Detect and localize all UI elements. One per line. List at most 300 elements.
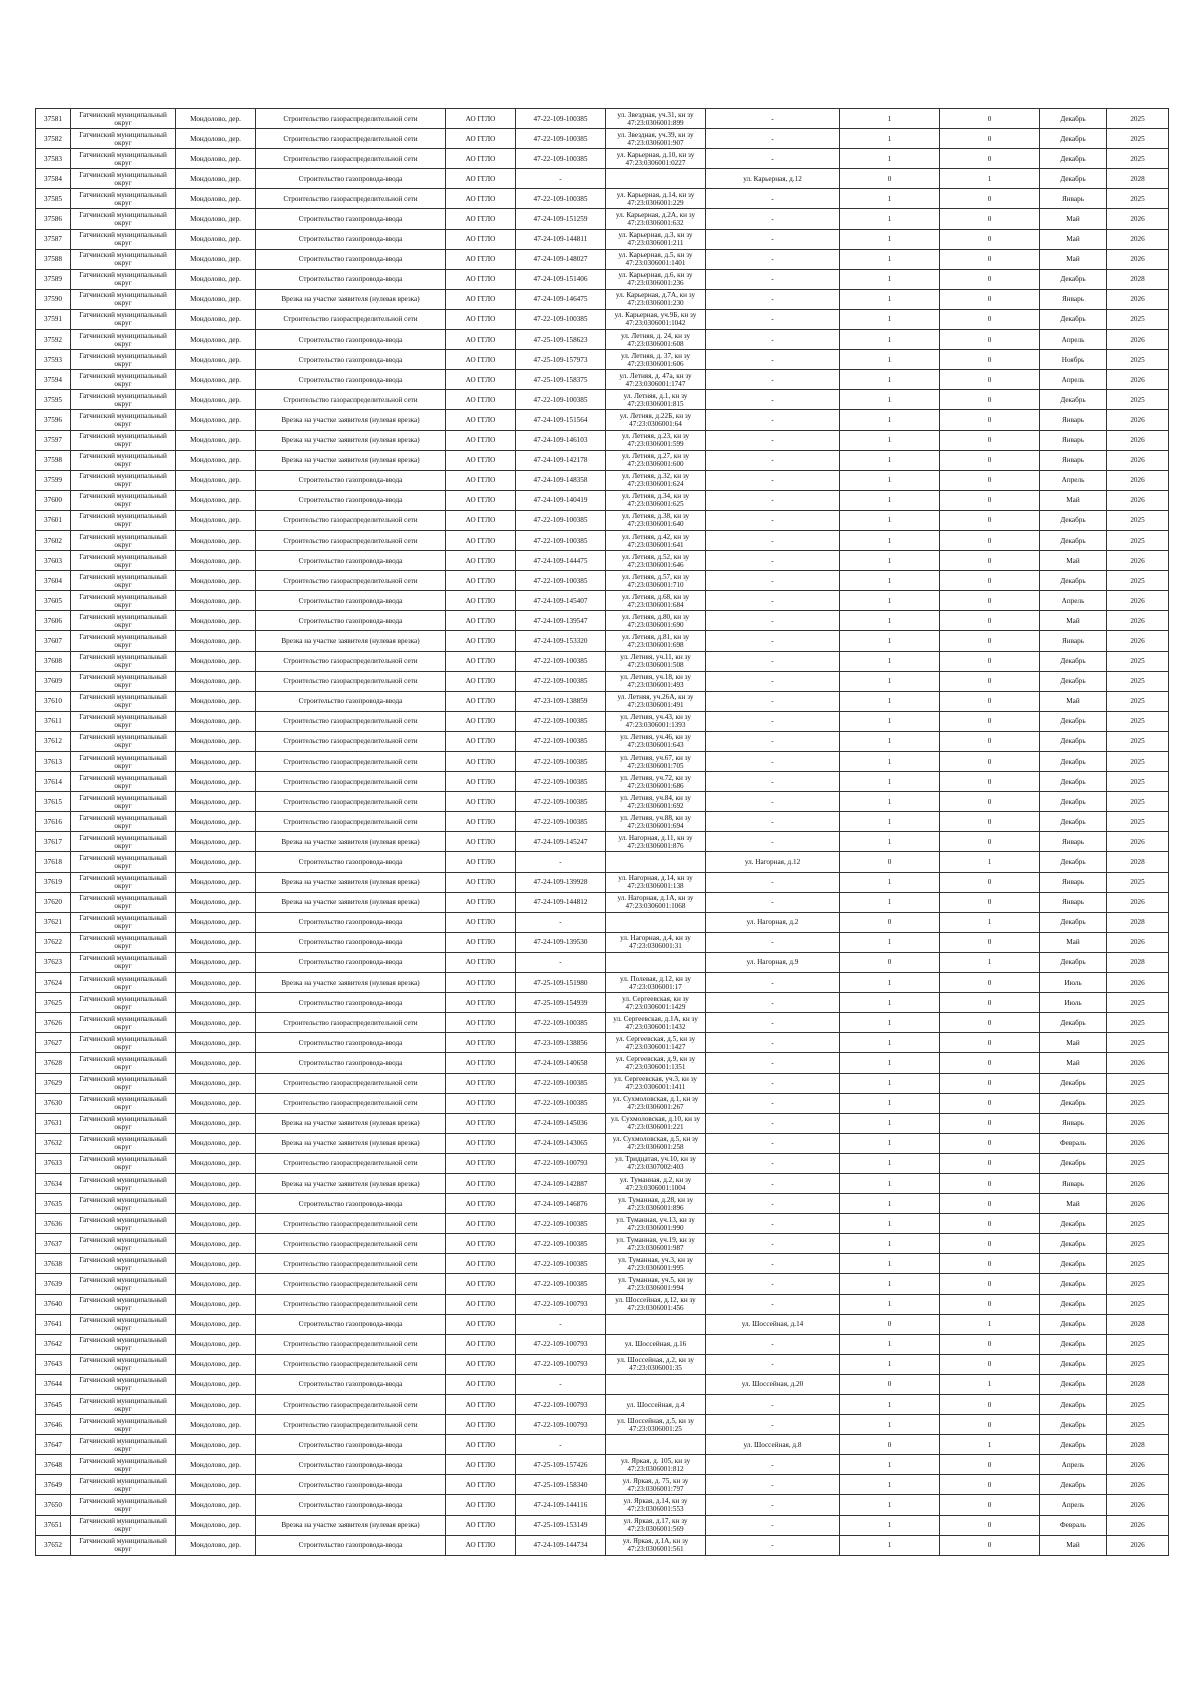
cell-organization: АО ГГЛО bbox=[446, 1475, 516, 1495]
cell-count-a: 1 bbox=[840, 430, 940, 450]
cell-count-b: 0 bbox=[940, 1415, 1040, 1435]
cell-number: 37594 bbox=[36, 370, 71, 390]
cell-request-number: 47-22-109-100793 bbox=[516, 1334, 606, 1354]
cell-organization: АО ГГЛО bbox=[446, 1113, 516, 1133]
cell-organization: АО ГГЛО bbox=[446, 530, 516, 550]
table-row bbox=[36, 832, 1169, 852]
cell-address: - bbox=[706, 1274, 840, 1294]
cell-work-type: Строительство газопровода-ввода bbox=[256, 1475, 446, 1495]
cell-organization: АО ГГЛО bbox=[446, 1334, 516, 1354]
table-row bbox=[36, 852, 1169, 872]
cell-municipality: Гатчинский муниципальный округ bbox=[71, 470, 176, 490]
cell-address: - bbox=[706, 691, 840, 711]
cell-number: 37591 bbox=[36, 309, 71, 329]
cell-count-b: 0 bbox=[940, 631, 1040, 651]
cell-year: 2028 bbox=[1107, 269, 1169, 289]
cell-locality: Мондолово, дер. bbox=[176, 370, 256, 390]
cell-request-number: 47-22-109-100385 bbox=[516, 792, 606, 812]
cell-count-a: 1 bbox=[840, 209, 940, 229]
cell-locality: Мондолово, дер. bbox=[176, 1415, 256, 1435]
cell-count-a: 1 bbox=[840, 752, 940, 772]
cell-count-a: 1 bbox=[840, 671, 940, 691]
cell-address: - bbox=[706, 269, 840, 289]
cell-address: ул. Шоссейная, д.8 bbox=[706, 1435, 840, 1455]
cell-locality: Мондолово, дер. bbox=[176, 189, 256, 209]
cell-count-a: 0 bbox=[840, 169, 940, 189]
cell-address-cadastral: ул. Летняя, уч.43, кн зу 47:23:0306001:1393 bbox=[606, 711, 706, 731]
cell-year: 2028 bbox=[1107, 912, 1169, 932]
table-row bbox=[36, 189, 1169, 209]
cell-request-number: 47-25-109-154939 bbox=[516, 993, 606, 1013]
cell-address: ул. Карьерная, д.12 bbox=[706, 169, 840, 189]
cell-work-type: Строительство газопровода-ввода bbox=[256, 912, 446, 932]
cell-organization: АО ГГЛО bbox=[446, 390, 516, 410]
cell-count-a: 1 bbox=[840, 470, 940, 490]
cell-organization: АО ГГЛО bbox=[446, 1053, 516, 1073]
cell-organization: АО ГГЛО bbox=[446, 1515, 516, 1535]
cell-address-cadastral bbox=[606, 1435, 706, 1455]
cell-address-cadastral: ул. Яркая, д.1А, кн зу 47:23:0306001:561 bbox=[606, 1535, 706, 1555]
cell-municipality: Гатчинский муниципальный округ bbox=[71, 792, 176, 812]
table-row bbox=[36, 1455, 1169, 1475]
cell-count-b: 1 bbox=[940, 952, 1040, 972]
table-row bbox=[36, 410, 1169, 430]
cell-request-number: 47-25-109-157973 bbox=[516, 350, 606, 370]
table-row bbox=[36, 1013, 1169, 1033]
cell-month: Январь bbox=[1040, 631, 1107, 651]
table-row bbox=[36, 892, 1169, 912]
cell-organization: АО ГГЛО bbox=[446, 129, 516, 149]
cell-work-type: Строительство газопровода-ввода bbox=[256, 269, 446, 289]
cell-locality: Мондолово, дер. bbox=[176, 852, 256, 872]
cell-address: - bbox=[706, 309, 840, 329]
table-row bbox=[36, 973, 1169, 993]
cell-address-cadastral: ул. Шоссейная, д.2, кн зу 47:23:0306001:35 bbox=[606, 1354, 706, 1374]
cell-count-a: 1 bbox=[840, 792, 940, 812]
cell-count-b: 0 bbox=[940, 812, 1040, 832]
cell-request-number: 47-25-109-158623 bbox=[516, 330, 606, 350]
cell-count-a: 1 bbox=[840, 1495, 940, 1515]
cell-count-b: 0 bbox=[940, 1173, 1040, 1193]
cell-locality: Мондолово, дер. bbox=[176, 1153, 256, 1173]
cell-year: 2026 bbox=[1107, 551, 1169, 571]
cell-locality: Мондолово, дер. bbox=[176, 671, 256, 691]
cell-address: - bbox=[706, 1354, 840, 1374]
cell-work-type: Врезка на участке заявителя (нулевая врезка) bbox=[256, 410, 446, 430]
cell-work-type: Строительство газораспределительной сети bbox=[256, 1153, 446, 1173]
cell-municipality: Гатчинский муниципальный округ bbox=[71, 952, 176, 972]
table-row bbox=[36, 1395, 1169, 1415]
cell-address-cadastral: ул. Летняя, уч.11, кн зу 47:23:0306001:508 bbox=[606, 651, 706, 671]
cell-request-number: 47-24-109-139547 bbox=[516, 611, 606, 631]
cell-count-a: 1 bbox=[840, 149, 940, 169]
cell-count-b: 0 bbox=[940, 450, 1040, 470]
cell-count-b: 0 bbox=[940, 149, 1040, 169]
cell-municipality: Гатчинский муниципальный округ bbox=[71, 1435, 176, 1455]
table-row bbox=[36, 993, 1169, 1013]
cell-number: 37639 bbox=[36, 1274, 71, 1294]
cell-address-cadastral: ул. Карьерная, д.7А, кн зу 47:23:0306001:230 bbox=[606, 289, 706, 309]
cell-work-type: Строительство газораспределительной сети bbox=[256, 1093, 446, 1113]
cell-month: Февраль bbox=[1040, 1515, 1107, 1535]
cell-count-b: 0 bbox=[940, 410, 1040, 430]
cell-count-b: 0 bbox=[940, 752, 1040, 772]
cell-count-a: 1 bbox=[840, 1073, 940, 1093]
cell-month: Апрель bbox=[1040, 330, 1107, 350]
cell-request-number: - bbox=[516, 1314, 606, 1334]
cell-address-cadastral: ул. Сергеевская, д.5, кн зу 47:23:0306001:1427 bbox=[606, 1033, 706, 1053]
cell-year: 2025 bbox=[1107, 731, 1169, 751]
cell-number: 37603 bbox=[36, 551, 71, 571]
cell-month: Декабрь bbox=[1040, 912, 1107, 932]
cell-organization: АО ГГЛО bbox=[446, 932, 516, 952]
cell-number: 37631 bbox=[36, 1113, 71, 1133]
cell-municipality: Гатчинский муниципальный округ bbox=[71, 571, 176, 591]
cell-request-number: 47-22-109-100385 bbox=[516, 571, 606, 591]
cell-municipality: Гатчинский муниципальный округ bbox=[71, 510, 176, 530]
cell-organization: АО ГГЛО bbox=[446, 229, 516, 249]
cell-organization: АО ГГЛО bbox=[446, 1073, 516, 1093]
cell-month: Декабрь bbox=[1040, 711, 1107, 731]
cell-address: - bbox=[706, 390, 840, 410]
cell-month: Декабрь bbox=[1040, 1415, 1107, 1435]
cell-work-type: Строительство газопровода-ввода bbox=[256, 993, 446, 1013]
cell-request-number: 47-24-109-140658 bbox=[516, 1053, 606, 1073]
table-row bbox=[36, 109, 1169, 129]
table-row bbox=[36, 229, 1169, 249]
cell-request-number: 47-22-109-100385 bbox=[516, 711, 606, 731]
cell-month: Январь bbox=[1040, 832, 1107, 852]
table-row bbox=[36, 1153, 1169, 1173]
cell-month: Декабрь bbox=[1040, 1093, 1107, 1113]
cell-year: 2025 bbox=[1107, 752, 1169, 772]
cell-work-type: Строительство газопровода-ввода bbox=[256, 490, 446, 510]
table-row bbox=[36, 792, 1169, 812]
cell-address-cadastral: ул. Летняя, д.68, кн зу 47:23:0306001:684 bbox=[606, 591, 706, 611]
cell-count-a: 1 bbox=[840, 892, 940, 912]
cell-year: 2025 bbox=[1107, 1214, 1169, 1234]
cell-count-a: 1 bbox=[840, 832, 940, 852]
cell-request-number: 47-22-109-100385 bbox=[516, 390, 606, 410]
table-row bbox=[36, 330, 1169, 350]
cell-request-number: 47-22-109-100793 bbox=[516, 1153, 606, 1173]
cell-address: - bbox=[706, 1153, 840, 1173]
cell-month: Декабрь bbox=[1040, 812, 1107, 832]
cell-year: 2025 bbox=[1107, 109, 1169, 129]
cell-address-cadastral: ул. Сухмоловская, д.10, кн зу 47:23:0306001:221 bbox=[606, 1113, 706, 1133]
table-row bbox=[36, 1053, 1169, 1073]
cell-organization: АО ГГЛО bbox=[446, 952, 516, 972]
cell-number: 37582 bbox=[36, 129, 71, 149]
cell-locality: Мондолово, дер. bbox=[176, 551, 256, 571]
cell-locality: Мондолово, дер. bbox=[176, 1254, 256, 1274]
cell-count-b: 0 bbox=[940, 892, 1040, 912]
cell-number: 37641 bbox=[36, 1314, 71, 1334]
cell-municipality: Гатчинский муниципальный округ bbox=[71, 330, 176, 350]
cell-number: 37616 bbox=[36, 812, 71, 832]
cell-year: 2026 bbox=[1107, 209, 1169, 229]
cell-request-number: 47-22-109-100385 bbox=[516, 189, 606, 209]
cell-municipality: Гатчинский муниципальный округ bbox=[71, 993, 176, 1013]
cell-year: 2026 bbox=[1107, 892, 1169, 912]
table-row bbox=[36, 611, 1169, 631]
cell-address: - bbox=[706, 1415, 840, 1435]
cell-municipality: Гатчинский муниципальный округ bbox=[71, 1274, 176, 1294]
cell-work-type: Строительство газораспределительной сети bbox=[256, 571, 446, 591]
cell-month: Апрель bbox=[1040, 591, 1107, 611]
cell-month: Май bbox=[1040, 1033, 1107, 1053]
cell-month: Апрель bbox=[1040, 1455, 1107, 1475]
cell-municipality: Гатчинский муниципальный округ bbox=[71, 1073, 176, 1093]
cell-year: 2026 bbox=[1107, 410, 1169, 430]
cell-municipality: Гатчинский муниципальный округ bbox=[71, 1254, 176, 1274]
cell-organization: АО ГГЛО bbox=[446, 249, 516, 269]
table-row bbox=[36, 1294, 1169, 1314]
cell-request-number: 47-22-109-100385 bbox=[516, 530, 606, 550]
cell-count-b: 0 bbox=[940, 571, 1040, 591]
cell-count-b: 0 bbox=[940, 1113, 1040, 1133]
cell-organization: АО ГГЛО bbox=[446, 1435, 516, 1455]
cell-request-number: 47-22-109-100385 bbox=[516, 309, 606, 329]
cell-locality: Мондолово, дер. bbox=[176, 651, 256, 671]
cell-locality: Мондолово, дер. bbox=[176, 1294, 256, 1314]
cell-address-cadastral: ул. Сергеевская, кн зу 47:23:0306001:1429 bbox=[606, 993, 706, 1013]
cell-year: 2026 bbox=[1107, 1515, 1169, 1535]
cell-address: - bbox=[706, 189, 840, 209]
cell-address-cadastral: ул. Летняя, д. 47а, кн зу 47:23:0306001:1747 bbox=[606, 370, 706, 390]
cell-count-a: 1 bbox=[840, 1194, 940, 1214]
cell-year: 2025 bbox=[1107, 1274, 1169, 1294]
table-row bbox=[36, 490, 1169, 510]
cell-request-number: 47-24-109-144116 bbox=[516, 1495, 606, 1515]
cell-locality: Мондолово, дер. bbox=[176, 209, 256, 229]
cell-number: 37605 bbox=[36, 591, 71, 611]
cell-work-type: Строительство газопровода-ввода bbox=[256, 169, 446, 189]
cell-count-a: 1 bbox=[840, 1395, 940, 1415]
table-row bbox=[36, 952, 1169, 972]
cell-count-b: 0 bbox=[940, 772, 1040, 792]
cell-request-number: 47-25-109-157426 bbox=[516, 1455, 606, 1475]
cell-work-type: Врезка на участке заявителя (нулевая врезка) bbox=[256, 430, 446, 450]
cell-month: Декабрь bbox=[1040, 1274, 1107, 1294]
cell-request-number: - bbox=[516, 952, 606, 972]
cell-month: Декабрь bbox=[1040, 731, 1107, 751]
cell-work-type: Строительство газораспределительной сети bbox=[256, 129, 446, 149]
cell-work-type: Строительство газораспределительной сети bbox=[256, 1254, 446, 1274]
cell-request-number: 47-22-109-100793 bbox=[516, 1294, 606, 1314]
cell-locality: Мондолово, дер. bbox=[176, 812, 256, 832]
cell-month: Декабрь bbox=[1040, 149, 1107, 169]
cell-month: Декабрь bbox=[1040, 1314, 1107, 1334]
cell-month: Июль bbox=[1040, 993, 1107, 1013]
cell-count-b: 0 bbox=[940, 209, 1040, 229]
cell-address-cadastral: ул. Летняя, д.38, кн зу 47:23:0306001:640 bbox=[606, 510, 706, 530]
cell-request-number: - bbox=[516, 852, 606, 872]
cell-number: 37646 bbox=[36, 1415, 71, 1435]
cell-locality: Мондолово, дер. bbox=[176, 129, 256, 149]
table-row bbox=[36, 1073, 1169, 1093]
cell-locality: Мондолово, дер. bbox=[176, 772, 256, 792]
cell-number: 37608 bbox=[36, 651, 71, 671]
cell-number: 37647 bbox=[36, 1435, 71, 1455]
cell-locality: Мондолово, дер. bbox=[176, 1374, 256, 1394]
cell-month: Декабрь bbox=[1040, 1214, 1107, 1234]
cell-count-b: 0 bbox=[940, 1194, 1040, 1214]
cell-count-a: 0 bbox=[840, 852, 940, 872]
cell-number: 37610 bbox=[36, 691, 71, 711]
cell-address-cadastral: ул. Летняя, уч.46, кн зу 47:23:0306001:643 bbox=[606, 731, 706, 751]
cell-municipality: Гатчинский муниципальный округ bbox=[71, 1093, 176, 1113]
cell-municipality: Гатчинский муниципальный округ bbox=[71, 370, 176, 390]
cell-request-number: - bbox=[516, 1374, 606, 1394]
cell-request-number: 47-24-109-148358 bbox=[516, 470, 606, 490]
cell-count-a: 1 bbox=[840, 731, 940, 751]
cell-month: Декабрь bbox=[1040, 1435, 1107, 1455]
cell-year: 2025 bbox=[1107, 571, 1169, 591]
cell-organization: АО ГГЛО bbox=[446, 1194, 516, 1214]
cell-work-type: Строительство газораспределительной сети bbox=[256, 1073, 446, 1093]
cell-request-number: 47-22-109-100385 bbox=[516, 812, 606, 832]
cell-count-a: 1 bbox=[840, 1214, 940, 1234]
cell-year: 2025 bbox=[1107, 129, 1169, 149]
cell-number: 37614 bbox=[36, 772, 71, 792]
cell-organization: АО ГГЛО bbox=[446, 1234, 516, 1254]
cell-count-b: 0 bbox=[940, 973, 1040, 993]
cell-work-type: Строительство газораспределительной сети bbox=[256, 1234, 446, 1254]
cell-number: 37628 bbox=[36, 1053, 71, 1073]
table-row bbox=[36, 932, 1169, 952]
cell-count-a: 1 bbox=[840, 1033, 940, 1053]
cell-count-a: 1 bbox=[840, 1113, 940, 1133]
cell-request-number: 47-22-109-100793 bbox=[516, 1415, 606, 1435]
cell-count-b: 0 bbox=[940, 671, 1040, 691]
cell-count-a: 1 bbox=[840, 1173, 940, 1193]
cell-organization: АО ГГЛО bbox=[446, 691, 516, 711]
cell-address: - bbox=[706, 1013, 840, 1033]
cell-count-a: 1 bbox=[840, 1294, 940, 1314]
cell-address: - bbox=[706, 209, 840, 229]
cell-municipality: Гатчинский муниципальный округ bbox=[71, 490, 176, 510]
table-row bbox=[36, 551, 1169, 571]
cell-count-a: 1 bbox=[840, 1153, 940, 1173]
cell-year: 2026 bbox=[1107, 450, 1169, 470]
cell-request-number: 47-22-109-100385 bbox=[516, 1013, 606, 1033]
cell-locality: Мондолово, дер. bbox=[176, 1194, 256, 1214]
cell-address-cadastral: ул. Карьерная, д.6, кн зу 47:23:0306001:236 bbox=[606, 269, 706, 289]
cell-municipality: Гатчинский муниципальный округ bbox=[71, 1234, 176, 1254]
cell-address-cadastral bbox=[606, 852, 706, 872]
table-row bbox=[36, 269, 1169, 289]
cell-municipality: Гатчинский муниципальный округ bbox=[71, 1515, 176, 1535]
cell-year: 2025 bbox=[1107, 1033, 1169, 1053]
cell-year: 2026 bbox=[1107, 1133, 1169, 1153]
cell-address: - bbox=[706, 1073, 840, 1093]
cell-month: Январь bbox=[1040, 892, 1107, 912]
cell-request-number: 47-24-109-151564 bbox=[516, 410, 606, 430]
cell-municipality: Гатчинский муниципальный округ bbox=[71, 350, 176, 370]
cell-locality: Мондолово, дер. bbox=[176, 1314, 256, 1334]
cell-count-a: 1 bbox=[840, 1415, 940, 1435]
cell-count-a: 1 bbox=[840, 1334, 940, 1354]
cell-organization: АО ГГЛО bbox=[446, 209, 516, 229]
cell-month: Январь bbox=[1040, 872, 1107, 892]
cell-locality: Мондолово, дер. bbox=[176, 1173, 256, 1193]
cell-address: - bbox=[706, 1294, 840, 1314]
cell-month: Май bbox=[1040, 611, 1107, 631]
cell-number: 37587 bbox=[36, 229, 71, 249]
cell-address: ул. Нагорная, д.2 bbox=[706, 912, 840, 932]
cell-count-b: 0 bbox=[940, 792, 1040, 812]
cell-address: - bbox=[706, 330, 840, 350]
cell-month: Декабрь bbox=[1040, 952, 1107, 972]
cell-address-cadastral: ул. Летняя, д.32, кн зу 47:23:0306001:624 bbox=[606, 470, 706, 490]
cell-municipality: Гатчинский муниципальный округ bbox=[71, 209, 176, 229]
cell-request-number: 47-24-109-144734 bbox=[516, 1535, 606, 1555]
cell-organization: АО ГГЛО bbox=[446, 812, 516, 832]
cell-number: 37599 bbox=[36, 470, 71, 490]
table-row bbox=[36, 571, 1169, 591]
cell-address-cadastral: ул. Летняя, уч.67, кн зу 47:23:0306001:705 bbox=[606, 752, 706, 772]
cell-count-b: 0 bbox=[940, 1013, 1040, 1033]
cell-locality: Мондолово, дер. bbox=[176, 450, 256, 470]
cell-municipality: Гатчинский муниципальный округ bbox=[71, 671, 176, 691]
cell-count-a: 0 bbox=[840, 1314, 940, 1334]
cell-address-cadastral: ул. Летняя, д.57, кн зу 47:23:0306001:710 bbox=[606, 571, 706, 591]
cell-municipality: Гатчинский муниципальный округ bbox=[71, 1153, 176, 1173]
cell-organization: АО ГГЛО bbox=[446, 1133, 516, 1153]
cell-address: - bbox=[706, 1254, 840, 1274]
cell-month: Декабрь bbox=[1040, 852, 1107, 872]
cell-month: Ноябрь bbox=[1040, 350, 1107, 370]
table-row bbox=[36, 1133, 1169, 1153]
table-row bbox=[36, 1113, 1169, 1133]
cell-municipality: Гатчинский муниципальный округ bbox=[71, 1535, 176, 1555]
cell-year: 2025 bbox=[1107, 530, 1169, 550]
cell-locality: Мондолово, дер. bbox=[176, 1354, 256, 1374]
cell-organization: АО ГГЛО bbox=[446, 430, 516, 450]
cell-address: - bbox=[706, 1173, 840, 1193]
cell-municipality: Гатчинский муниципальный округ bbox=[71, 973, 176, 993]
cell-address-cadastral: ул. Летняя, д. 37, кн зу 47:23:0306001:606 bbox=[606, 350, 706, 370]
cell-municipality: Гатчинский муниципальный округ bbox=[71, 229, 176, 249]
cell-locality: Мондолово, дер. bbox=[176, 952, 256, 972]
cell-request-number: 47-22-109-100385 bbox=[516, 772, 606, 792]
table-row bbox=[36, 289, 1169, 309]
cell-organization: АО ГГЛО bbox=[446, 1274, 516, 1294]
cell-locality: Мондолово, дер. bbox=[176, 973, 256, 993]
cell-month: Январь bbox=[1040, 410, 1107, 430]
cell-organization: АО ГГЛО bbox=[446, 571, 516, 591]
cell-count-b: 0 bbox=[940, 1495, 1040, 1515]
cell-address-cadastral: ул. Летняя, д.1, кн зу 47:23:0306001:815 bbox=[606, 390, 706, 410]
cell-count-a: 1 bbox=[840, 571, 940, 591]
cell-municipality: Гатчинский муниципальный округ bbox=[71, 651, 176, 671]
cell-address-cadastral: ул. Звездная, уч.31, кн зу 47:23:0306001:899 bbox=[606, 109, 706, 129]
cell-request-number: 47-22-109-100385 bbox=[516, 671, 606, 691]
cell-request-number: 47-23-109-138859 bbox=[516, 691, 606, 711]
cell-request-number: 47-23-109-138856 bbox=[516, 1033, 606, 1053]
cell-work-type: Врезка на участке заявителя (нулевая врезка) bbox=[256, 631, 446, 651]
cell-month: Декабрь bbox=[1040, 1073, 1107, 1093]
cell-number: 37624 bbox=[36, 973, 71, 993]
cell-request-number: 47-22-109-100793 bbox=[516, 1395, 606, 1415]
cell-municipality: Гатчинский муниципальный округ bbox=[71, 1194, 176, 1214]
cell-month: Февраль bbox=[1040, 1133, 1107, 1153]
cell-work-type: Строительство газораспределительной сети bbox=[256, 309, 446, 329]
table-row bbox=[36, 209, 1169, 229]
cell-address: - bbox=[706, 510, 840, 530]
cell-count-b: 0 bbox=[940, 711, 1040, 731]
